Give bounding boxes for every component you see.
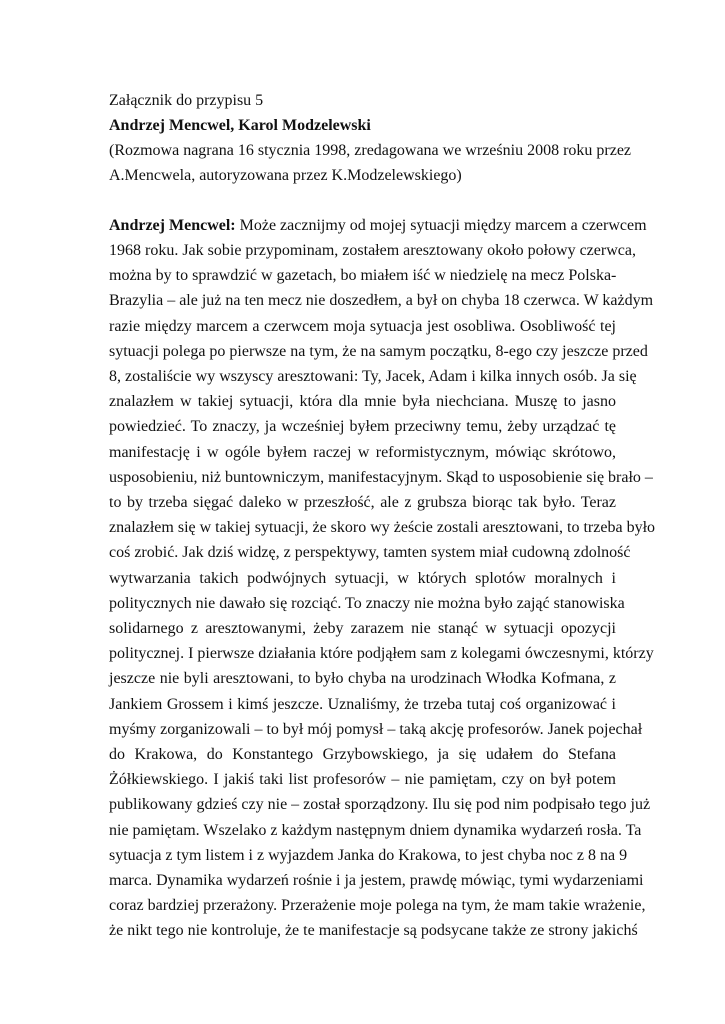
paragraph-line: powiedzieć. To znaczy, ja wcześniej byłem przeciwny temu, żeby urządzać tę: [109, 418, 616, 436]
paragraph-line: wytwarzania takich podwójnych sytuacji, w których splotów moralnych i: [109, 569, 616, 587]
paragraph-line: znalazłem w takiej sytuacji, która dla mnie była niechciana. Muszę to jasno: [109, 393, 616, 411]
paragraph-line: politycznej. I pierwsze działania które podjąłem sam z kolegami ówczesnymi, którzy: [109, 645, 654, 663]
paragraph-line: coś zrobić. Jak dziś widzę, z perspektywy, tamten system miał cudowną zdolność: [109, 544, 631, 562]
paragraph-line: razie między marcem a czerwcem moja sytuacja jest osobliwa. Osobliwość tej: [109, 317, 616, 335]
paragraph-line: 8, zostaliście wy wszyscy aresztowani: Ty, Jacek, Adam i kilka innych osób. Ja się: [109, 368, 637, 385]
paragraph-line: coraz bardziej przerażony. Przerażenie moje polega na tym, że mam takie wrażenie,: [109, 897, 646, 915]
paragraph-line: do Krakowa, do Konstantego Grzybowskiego, ja się udałem do Stefana: [109, 746, 616, 763]
paragraph-line: 1968 roku. Jak sobie przypominam, zostałem aresztowany około połowy czerwca,: [109, 242, 636, 259]
paragraph-first-line: [109, 213, 647, 238]
paragraph-line: solidarnego z aresztowanymi, żeby zarazem nie stanąć w sytuacji opozycji: [109, 620, 616, 637]
speaker-name: Andrzej Mencwel:: [109, 217, 236, 234]
paragraph-line: to by trzeba sięgać daleko w przeszłość, ale z grubsza biorąc tak było. Teraz: [109, 494, 616, 511]
authors-heading: Andrzej Mencwel, Karol Modzelewski: [109, 117, 371, 134]
paragraph-line: sytuacja z tym listem i z wyjazdem Janka do Krakowa, to jest chyba noc z 8 na 9: [109, 846, 628, 864]
paragraph-line: znalazłem się w takiej sytuacji, że skoro wy żeście zostali aresztowani, to trzeba było: [109, 519, 656, 537]
paragraph-line: manifestację i w ogóle byłem raczej w reformistycznym, mówiąc skrótowo,: [109, 443, 616, 461]
paragraph-line: myśmy zorganizowali – to był mój pomysł – taką akcję profesorów. Janek pojechał: [109, 720, 643, 738]
paragraph-first-line-text: Może zacznijmy od mojej sytuacji między marcem a czerwcem: [235, 217, 647, 234]
paragraph-line: sytuacji polega po pierwsze na tym, że na samym początku, 8-ego czy jeszcze przed: [109, 342, 648, 360]
recording-note-line-2: A.Mencwela, autoryzowana przez K.Modzelewskiego): [109, 167, 462, 184]
paragraph-line: Jankiem Grossem i kimś jeszcze. Uznaliśmy, że trzeba tutaj coś organizować i: [109, 695, 616, 713]
paragraph-line: jeszcze nie byli aresztowani, to było chyba na urodzinach Włodka Kofmana, z: [109, 670, 616, 688]
paragraph-line: nie pamiętam. Wszelako z każdym następnym dniem dynamika wydarzeń rosła. Ta: [109, 821, 642, 839]
paragraph-line: politycznych nie dawało się rozciąć. To znaczy nie można było zająć stanowiska: [109, 594, 625, 612]
annex-title: Załącznik do przypisu 5: [109, 92, 264, 109]
paragraph-line: publikowany gdzieś czy nie – został sporządzony. Ilu się pod nim podpisało tego już: [109, 796, 651, 814]
paragraph-line: usposobieniu, niż buntowniczym, manifestacyjnym. Skąd to usposobienie się brało –: [109, 468, 653, 486]
paragraph-line: Brazylia – ale już na ten mecz nie doszedłem, a był on chyba 18 czerwca. W każdym: [109, 292, 654, 310]
paragraph-line: można by to sprawdzić w gazetach, bo miałem iść w niedzielę na mecz Polska-: [109, 267, 617, 285]
paragraph-line: Żółkiewskiego. I jakiś taki list profesorów – nie pamiętam, czy on był potem: [109, 771, 616, 789]
recording-note-line-1: (Rozmowa nagrana 16 stycznia 1998, zredagowana we wrześniu 2008 roku przez: [109, 142, 632, 159]
paragraph-line: marca. Dynamika wydarzeń rośnie i ja jestem, prawdę mówiąc, tymi wydarzeniami: [109, 872, 644, 889]
paragraph-line: że nikt tego nie kontroluje, że te manifestacje są podsycane także ze strony jakichś: [109, 922, 638, 940]
